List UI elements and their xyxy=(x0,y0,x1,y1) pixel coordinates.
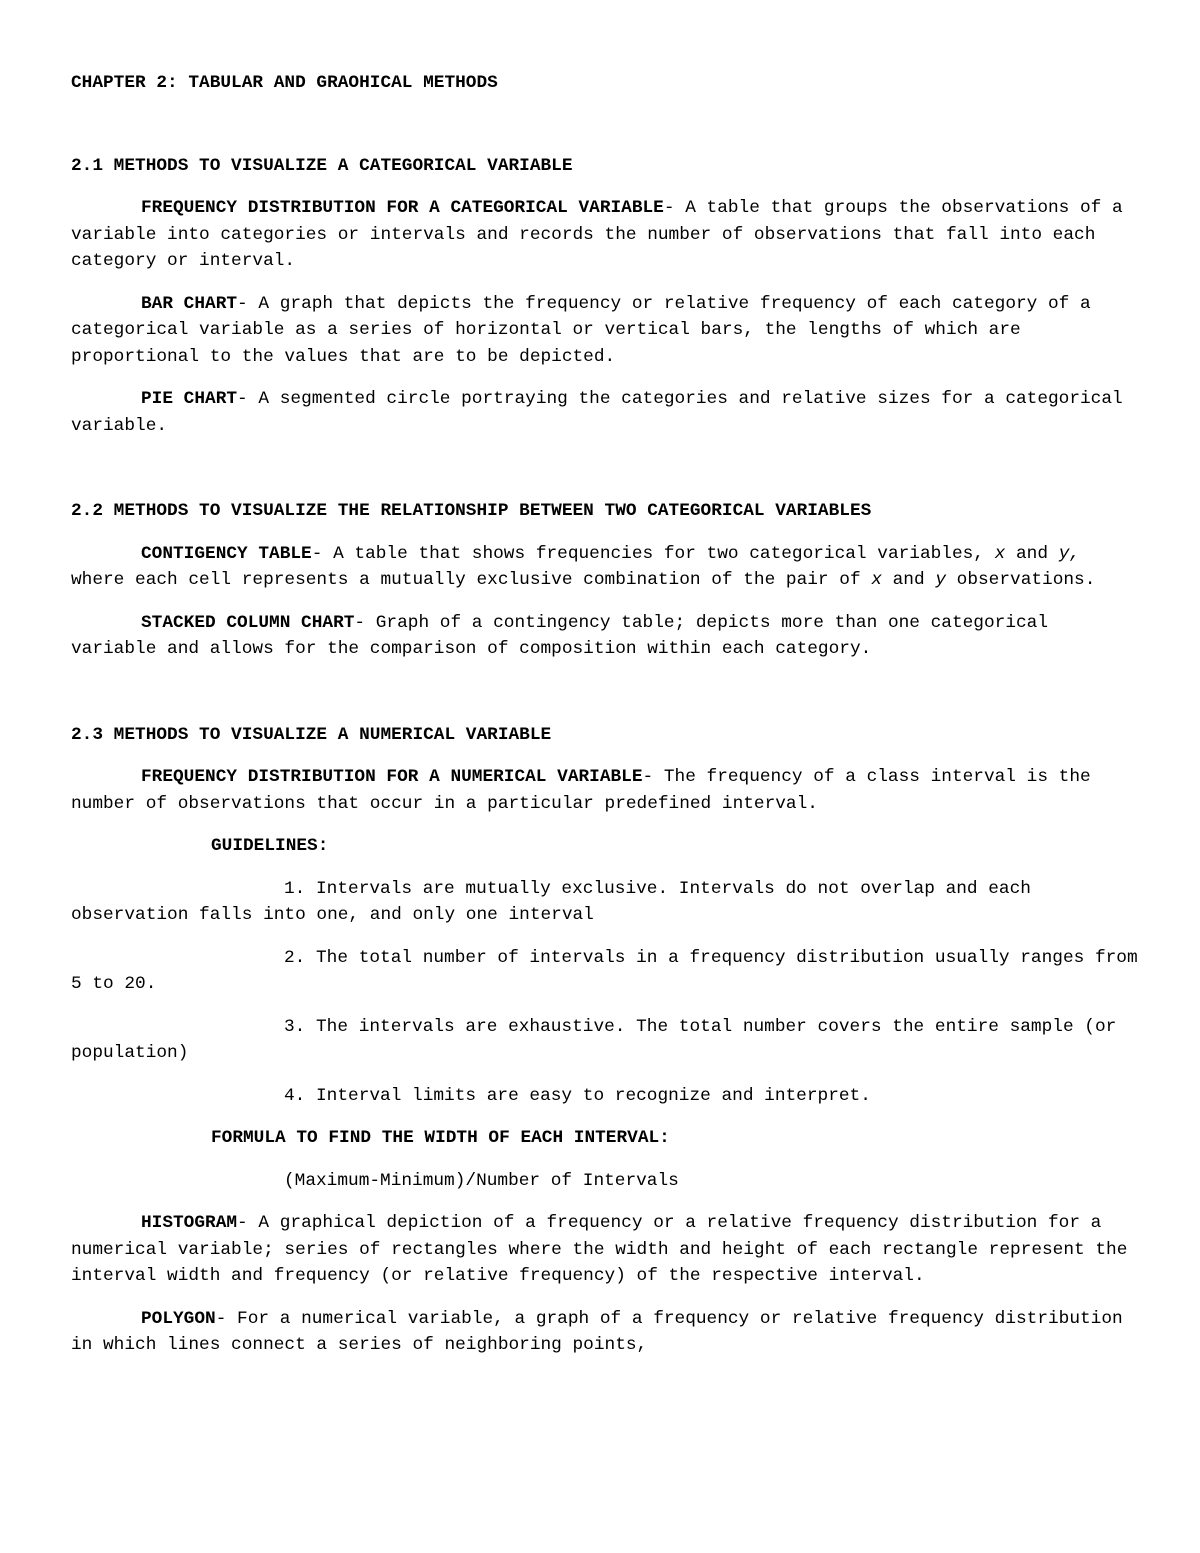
definition-text: observations. xyxy=(946,570,1096,590)
definition-term: POLYGON xyxy=(141,1308,216,1329)
definition-term: CONTIGENCY TABLE xyxy=(141,543,312,564)
definition-text: - For a numerical variable, a graph of a frequency or relative frequency distribution in which lines connect a series of neighboring points, xyxy=(71,1308,1134,1355)
chapter-title: CHAPTER 2: TABULAR AND GRAOHICAL METHODS xyxy=(71,73,498,93)
section-heading-2-1: 2.1 METHODS TO VISUALIZE A CATEGORICAL VARIABLE xyxy=(71,155,573,176)
definition-term: PIE CHART xyxy=(141,389,238,409)
definition-histogram xyxy=(71,1210,1141,1290)
definition-contigency-table xyxy=(71,541,1141,594)
guidelines-heading: GUIDELINES: xyxy=(211,836,329,856)
variable-y: y, xyxy=(1058,543,1081,564)
interval-width-formula: (Maximum-Minimum)/Number of Intervals xyxy=(284,1170,679,1191)
section-spacer xyxy=(71,679,1141,722)
definition-pie-chart xyxy=(71,386,1141,439)
definition-term: FREQUENCY DISTRIBUTION FOR A CATEGORICAL VARIABLE xyxy=(141,198,664,218)
definition-text: - A graph that depicts the frequency or relative frequency of each category of a categorical variable as a series of horizontal or vertical bars, the lengths of which are proportional to the values that are to be depicted. xyxy=(71,293,1102,367)
definition-frequency-distribution-categorical xyxy=(71,195,1141,275)
definition-text: where each cell represents a mutually exclusive combination of the pair of xyxy=(71,543,1091,590)
definition-text: - A table that groups the observations of a variable into categories or intervals and records the number of observations that fall into each category or interval. xyxy=(71,198,1134,271)
variable-x: x xyxy=(994,543,1006,564)
definition-stacked-column-chart xyxy=(71,610,1141,663)
document-page xyxy=(71,70,1149,1375)
definition-bar-chart xyxy=(71,291,1141,371)
section-heading-2-2: 2.2 METHODS TO VISUALIZE THE RELATIONSHIP BETWEEN TWO CATEGORICAL VARIABLES xyxy=(71,501,872,521)
definition-term: BAR CHART xyxy=(141,293,238,314)
definition-text: - Graph of a contingency table; depicts more than one categorical variable and allows for the comparison of composition within each category. xyxy=(71,612,1059,659)
definition-text: and xyxy=(881,570,936,590)
variable-x: x xyxy=(871,570,882,590)
definition-term: HISTOGRAM xyxy=(141,1213,238,1233)
section-spacer xyxy=(71,455,1141,498)
definition-polygon xyxy=(71,1306,1141,1359)
guideline-item: 4. Interval limits are easy to recognize and interpret. xyxy=(284,1085,871,1106)
definition-text: - The frequency of a class interval is the number of observations that occur in a particular predefined interval. xyxy=(71,767,1102,814)
definition-text: - A segmented circle portraying the categories and relative sizes for a categorical variable. xyxy=(71,389,1134,436)
definition-text: - A table that shows frequencies for two categorical variables, xyxy=(311,543,995,564)
definition-text: and xyxy=(1005,543,1059,564)
guideline-item: 2. The total number of intervals in a frequency distribution usually ranges from 5 to 20. xyxy=(71,947,1149,994)
variable-y: y xyxy=(935,570,946,590)
guideline-item: 1. Intervals are mutually exclusive. Intervals do not overlap and each observation falls into one, and only one interval xyxy=(71,878,1042,925)
definition-term: STACKED COLUMN CHART xyxy=(141,612,355,633)
definition-frequency-distribution-numerical xyxy=(71,764,1141,817)
formula-heading: FORMULA TO FIND THE WIDTH OF EACH INTERVAL: xyxy=(211,1128,670,1148)
guideline-item: 3. The intervals are exhaustive. The total number covers the entire sample (or population) xyxy=(71,1016,1127,1063)
definition-text: - A graphical depiction of a frequency or a relative frequency distribution for a numerical variable; series of rectangles where the width and height of each rectangle represent the interval width and frequency (or relative frequency) of the respective interval. xyxy=(71,1213,1139,1286)
definition-term: FREQUENCY DISTRIBUTION FOR A NUMERICAL VARIABLE xyxy=(141,767,643,787)
section-heading-2-3: 2.3 METHODS TO VISUALIZE A NUMERICAL VARIABLE xyxy=(71,724,552,745)
